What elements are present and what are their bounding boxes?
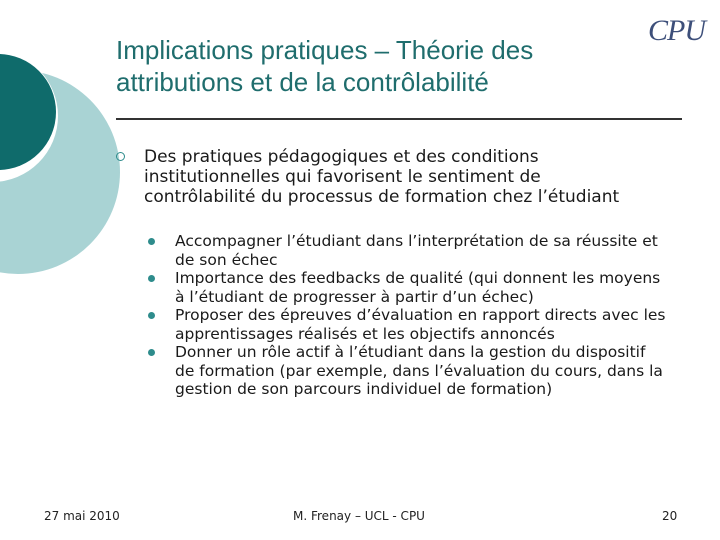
slide-title	[116, 34, 636, 98]
sub-bullet-item	[148, 269, 668, 306]
title-line-2: attributions et de la contrôlabilité	[116, 67, 489, 97]
dot-bullet-icon	[148, 238, 155, 245]
dot-bullet-icon	[148, 275, 155, 282]
sub-bullet-text: Proposer des épreuves d’évaluation en rapport directs avec les apprentissages réalisés et les objectifs annoncés	[175, 306, 666, 343]
main-bullet-text: Des pratiques pédagogiques et des conditions institutionnelles qui favorisent le sentiment de contrôlabilité du processus de formation chez l’étudiant	[144, 147, 620, 207]
title-line-1: Implications pratiques – Théorie des	[116, 35, 534, 65]
sub-bullet-item	[148, 343, 668, 399]
sub-bullet-text: Importance des feedbacks de qualité (qui donnent les moyens à l’étudiant de progresser à partir d’un échec)	[175, 269, 661, 306]
sub-bullet-text: Donner un rôle actif à l’étudiant dans la gestion du dispositif de formation (par exemple, dans l’évaluation du cours, dans la gestion de son parcours individuel de formation)	[175, 343, 663, 398]
dot-bullet-icon	[148, 312, 155, 319]
footer-author: M. Frenay – UCL - CPU	[293, 509, 425, 523]
dot-bullet-icon	[148, 349, 155, 356]
footer-date: 27 mai 2010	[44, 509, 120, 523]
decorative-circles	[0, 0, 120, 300]
ring-bullet-icon	[116, 152, 125, 161]
page-number: 20	[662, 509, 678, 523]
sub-bullet-list	[148, 232, 668, 399]
sub-bullet-item	[148, 306, 668, 343]
main-bullet	[116, 147, 646, 207]
sub-bullet-item	[148, 232, 668, 269]
title-divider	[116, 118, 682, 120]
sub-bullet-text: Accompagner l’étudiant dans l’interprétation de sa réussite et de son échec	[175, 232, 658, 269]
cpu-logo: CPU	[648, 14, 705, 47]
